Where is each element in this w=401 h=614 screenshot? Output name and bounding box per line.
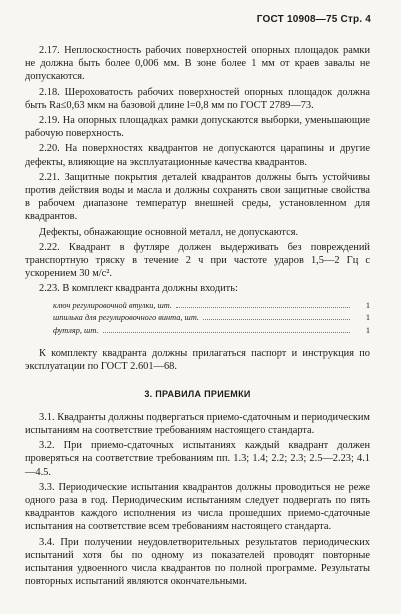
kit-item	[53, 300, 370, 313]
page-header: ГОСТ 10908—75 Стр. 4	[256, 14, 371, 25]
kit-item-qty: 1	[365, 300, 370, 310]
paragraph-2-19: 2.19. На опорных площадках рамки допускаются выборки, уменьшающие рабочую поверхность.	[25, 115, 370, 140]
paragraph-2-23: 2.23. В комплект квадранта должны входить:	[39, 283, 238, 295]
paragraph-2-22: 2.22. Квадрант в футляре должен выдерживать без повреждений транспортную тряску в течение 2 ч при частоте ударов 1,5—2 Гц с ускорением 30 м/с².	[25, 241, 370, 280]
paragraph-3-2: 3.2. При приемо-сдаточных испытаниях каждый квадрант должен проверяться на соответствие требованиям пп. 1.3; 1.4; 2.2; 2.3; 2.5—2.23; 4.1—4.5.	[25, 440, 370, 478]
kit-item-name: ключ регулировочной втулки, шт.	[53, 300, 172, 310]
paragraph-3-3: 3.3. Периодические испытания квадрантов должны проводиться не реже одного раза в год. Периодическим испытаниям следует подвергать по пять квадрантов каждого исполнения из числа прошедших приемо-сдаточные испытания на соответствие всем требованиям настоящего стандарта.	[25, 481, 370, 533]
paragraph-kit-docs: К комплекту квадранта должны прилагаться паспорт и инструкция по эксплуатации по ГОСТ 2.601—68.	[25, 348, 370, 373]
paragraph-defects: Дефекты, обнажающие основной металл, не допускаются.	[39, 226, 299, 238]
kit-list	[53, 300, 370, 338]
kit-item-name: шпилька для регулировочного винта, шт.	[53, 313, 199, 323]
paragraph-2-20: 2.20. На поверхностях квадрантов не допускаются царапины и другие дефекты, влияющие на эксплуатационные качества квадрантов.	[25, 143, 370, 168]
dot-leader	[103, 332, 351, 333]
kit-item-qty: 1	[365, 325, 370, 335]
kit-item	[53, 312, 370, 325]
kit-item-qty: 1	[365, 313, 370, 323]
dot-leader	[176, 307, 350, 308]
paragraph-2-17: 2.17. Неплоскостность рабочих поверхностей опорных площадок рамки не должна быть более 0,006 мм. В зоне более 1 мм от краев завалы не допускаются.	[25, 45, 370, 83]
kit-item	[53, 325, 370, 338]
kit-item-name: футляр, шт.	[53, 325, 99, 335]
document-body	[25, 44, 370, 590]
paragraph-2-18: 2.18. Шероховатость рабочих поверхностей опорных площадок должна быть Ra≤0,63 мкм на базовой длине l=0,8 мм по ГОСТ 2789—73.	[25, 86, 370, 111]
section-title: 3. ПРАВИЛА ПРИЕМКИ	[144, 388, 251, 399]
dot-leader	[203, 319, 350, 320]
paragraph-3-1: 3.1. Квадранты должны подвергаться приемо-сдаточным и периодическим испытаниям на соответствие требованиям настоящего стандарта.	[25, 411, 370, 436]
paragraph-2-21: 2.21. Защитные покрытия деталей квадрантов должны быть устойчивы против действия воды и масла и должны сохранять свои защитные свойства в рабочем диапазоне температур внешней среды, установленном для квадрантов.	[25, 171, 370, 223]
paragraph-3-4: 3.4. При получении неудовлетворительных результатов периодических испытаний хотя бы по одному из показателей проводят повторные испытания удвоенного числа квадрантов по полной программе. Результаты повторных испытаний являются окончательными.	[25, 536, 370, 588]
